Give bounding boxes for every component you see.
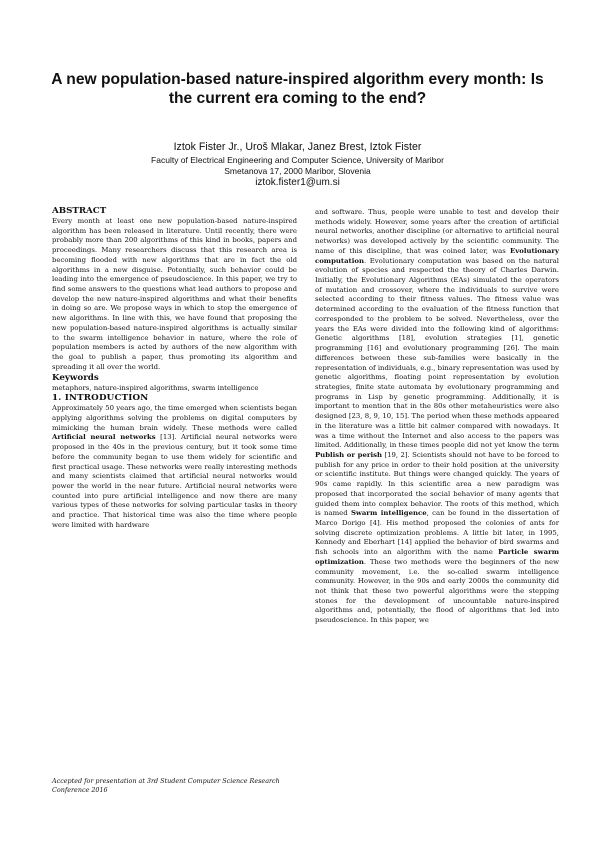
- address: Smetanova 17, 2000 Maribor, Slovenia: [224, 166, 371, 176]
- intro-text: Approximately 50 years ago, the time emerged when scientists began applying algorithms solving the problems on digital computers by mimicking the human brain widely. These methods were called: [52, 404, 297, 432]
- introduction-heading: 1. INTRODUCTION: [52, 393, 149, 404]
- abstract-text: Every month at least one new population-based nature-inspired algorithm has been released in literature. Until recently, there were probably more than 200 algorithms of this kind in books, papers and proceedings. Many researchers discuss that this research area is becoming flooded with new algorithms that are in fact the old algorithms in a new disguise. Potentially, such behavior could be leading into the emergence of pseudoscience. In this paper, we try to find some answers to the questions what lead authors to propose and develop the new nature-inspired algorithms and what their benefits in doing so are. We propose ways in which to stop the emergence of new algorithms. In line with this, we have found that proposing the new population-based nature-inspired algorithms is actually similar to the swarm intelligence behavior in nature, where the role of population members is acted by authors of the new algorithm with the goal to publish a paper, thus promoting its algorithm and spreading it all over the world.: [52, 217, 297, 371]
- left-column: [52, 206, 297, 676]
- term-publish-or-perish: Publish or perish: [315, 450, 382, 459]
- intro-text: [19, 2]. Scientists should not have to be forced to publish for any price in order to their hold position at the university or scientific institute. But things were changed quickly. The years of 90s came rapidly. In this scientific area a new paradigm was proposed that incorporated the social behavior of many agents that guided them into complex behavior. The roots of this method, which is named: [315, 450, 560, 518]
- paper-title: A new population-based nature-inspired algorithm every month: Is the current era coming to the end?: [51, 71, 544, 107]
- email: iztok.fister1@um.si: [255, 177, 340, 188]
- author-names: Iztok Fister Jr., Uroš Mlakar, Janez Brest, Iztok Fister: [173, 141, 422, 153]
- intro-paragraph-1: [52, 404, 297, 530]
- abstract-heading: ABSTRACT: [52, 206, 107, 216]
- intro-text: , can be found in the dissertation of Marco Dorigo [4]. His method proposed the colonies of ants for solving discrete optimization problems. A little bit later, in 1995, Kennedy and Eberhart [14] applied the behavior of bird swarms and fish schools into an algorithm with the name: [315, 509, 559, 557]
- affiliation: Faculty of Electrical Engineering and Computer Science, University of Maribor: [151, 155, 444, 165]
- footnote: Accepted for presentation at 3rd Student Computer Science Research Conference 2016: [52, 777, 280, 794]
- term-pso: Particle swarm optimization: [315, 548, 559, 566]
- keywords-text: metaphors, nature-inspired algorithms, swarm intelligence: [52, 383, 259, 392]
- author-block: [60, 141, 535, 189]
- term-swarm-intelligence: Swarm intelligence: [350, 509, 427, 518]
- term-ann: Artificial neural networks: [52, 433, 156, 442]
- intro-text: [13]. Artificial neural networks were proposed in the 40s in the previous century, but it took some time before the community began to use them widely for scientific and first practical usage. These networks were really interesting methods and many scientists claimed that artificial neural networks would power the world in the near future. Artificial neural networks were counted into pure artificial intelligence and now there are many various types of these networks for solving particular tasks in theory and practice. That historical time was also the time where people were limited with hardware: [52, 433, 297, 529]
- intro-text: and software. Thus, people were unable to test and develop their methods widely. However, some years after the creation of artificial neural networks, another discipline (or alternative to artificial neural networks) was developed actively by the scientific community. The name of this discipline, that was coined later, was: [315, 208, 559, 255]
- intro-text: . Evolutionary computation was based on the natural evolution of species and respected the theory of Charles Darwin. Initially, the Evolutionary Algorithms (EAs) simulated the operators of mutation and crossover, where the individuals to survive were selected according to their fitness values. The fitness value was determined according to the evaluation of the fitness function that corresponded to the problem to be solved. Nevertheless, over the years the EAs were divided into the following kind of algorithms: Genetic algorithms [18], evolution strategies [1], genetic programming [16] and evolutionary programming [26]. The main differences between these sub-families were basically in the representation of individuals, e.g., binary representation was used by genetic algorithms, floating point representation by evolution strategies, finite state automata by evolutionary programming and programs in Lisp by genetic programming. Additionally, it is important to mention that in the 80s other metaheuristics were also designed [23, 8, 9, 10, 15]. The period when these methods appeared in the literature was a little bit calmer compared with nowadays. It was a time without the Internet and also access to the papers was limited. Additionally, in these times people did not yet know the term: [315, 256, 559, 450]
- right-column: [315, 208, 559, 626]
- intro-text: . These two methods were the beginners of the new community movement, i.e. the so-called swarm intelligence community. However, in the 90s and early 2000s the community did not think that these two powerful algorithms were the stepping stones for the development of uncountable nature-inspired algorithms and, potentially, the flood of algorithms that led into pseudoscience. In this paper, we: [315, 557, 559, 625]
- intro-paragraph-2: [315, 208, 559, 626]
- keywords-heading: Keywords: [52, 372, 99, 383]
- term-evolutionary-computation: Evolutionary computation: [315, 246, 559, 265]
